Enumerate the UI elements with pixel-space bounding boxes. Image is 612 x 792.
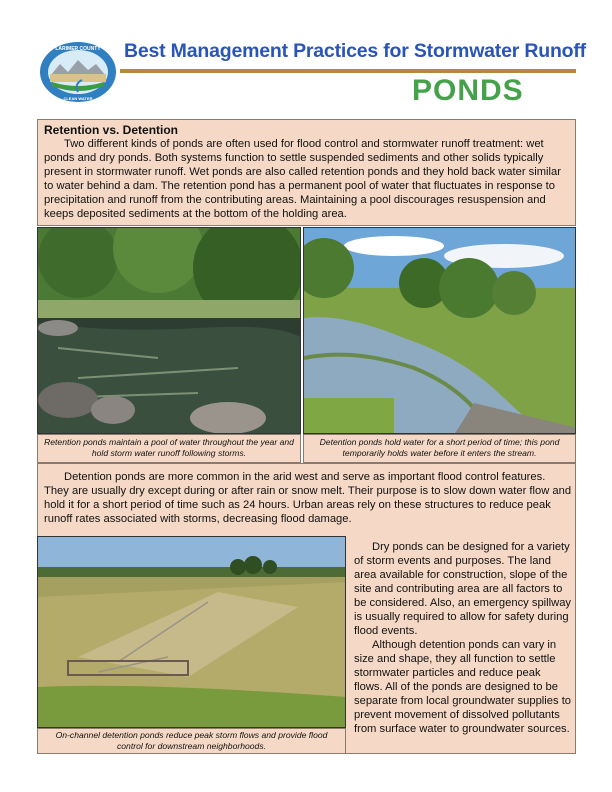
watershed-seal-icon	[38, 40, 118, 104]
dry-detention-pond-photo	[37, 536, 346, 728]
detention-pond-photo	[303, 227, 576, 434]
detention-function-paragraph: Although detention ponds can vary in size and shape, they all function to settle stormwater particles and reduce peak flows. All of the ponds are designed to be separate from local groundwater supplies to prevent movement of dissolved pollutants from surface water to groundwater sources.	[354, 639, 572, 735]
dry-ponds-text	[354, 540, 572, 736]
svg-text:CLEAN WATER: CLEAN WATER	[63, 96, 93, 101]
retention-pond-photo	[37, 227, 301, 434]
svg-text:LARIMER COUNTY: LARIMER COUNTY	[55, 46, 101, 52]
dry-pond-photo-caption: On-channel detention ponds reduce peak storm flows and provide flood control for downstream neighborhoods.	[37, 728, 346, 754]
page-subtitle: PONDS	[412, 74, 524, 107]
retention-vs-detention-panel	[37, 119, 576, 226]
section-heading: Retention vs. Detention	[44, 123, 179, 137]
conservation-district-logo	[38, 40, 118, 104]
section-body-text: Two different kinds of ponds are often used for flood control and stormwater runoff treatment: wet ponds and dry ponds. Both systems function to settle suspended sediments and other solids typically present in stormwater runoff. Wet ponds are also called retention ponds and they hold back water similar to water behind a dam. The retention pond has a permanent pool of water that fluctuates in response to precipitation and runoff from the contributing areas. Maintaining a pool discourages resuspension and keeps deposited sediments at the bottom of the holding area.	[44, 138, 561, 220]
header-divider	[120, 69, 576, 73]
dry-ponds-paragraph: Dry ponds can be designed for a variety of storm events and purposes. The land area available for construction, slope of the site and contributing area are all factors to be considered. Also, an emergency spillway is usually required to allow for safety during flood events.	[354, 541, 572, 637]
retention-photo-caption: Retention ponds maintain a pool of water throughout the year and hold storm water runoff following storms.	[37, 434, 301, 463]
detention-intro-text: Detention ponds are more common in the arid west and serve as important flood control features. They are usually dry except during or after rain or snow melt. Their purpose is to slow down water flow and hold it for a short period of time such as 24 hours. Urban areas rely on these structures to reduce peak runoff rates associated with storms, decreasing flood damage.	[44, 471, 572, 525]
detention-photo-caption: Detention ponds hold water for a short period of time; this pond temporarily holds water before it enters the stream.	[303, 434, 576, 463]
page-title: Best Management Practices for Stormwater Runoff	[124, 40, 586, 62]
